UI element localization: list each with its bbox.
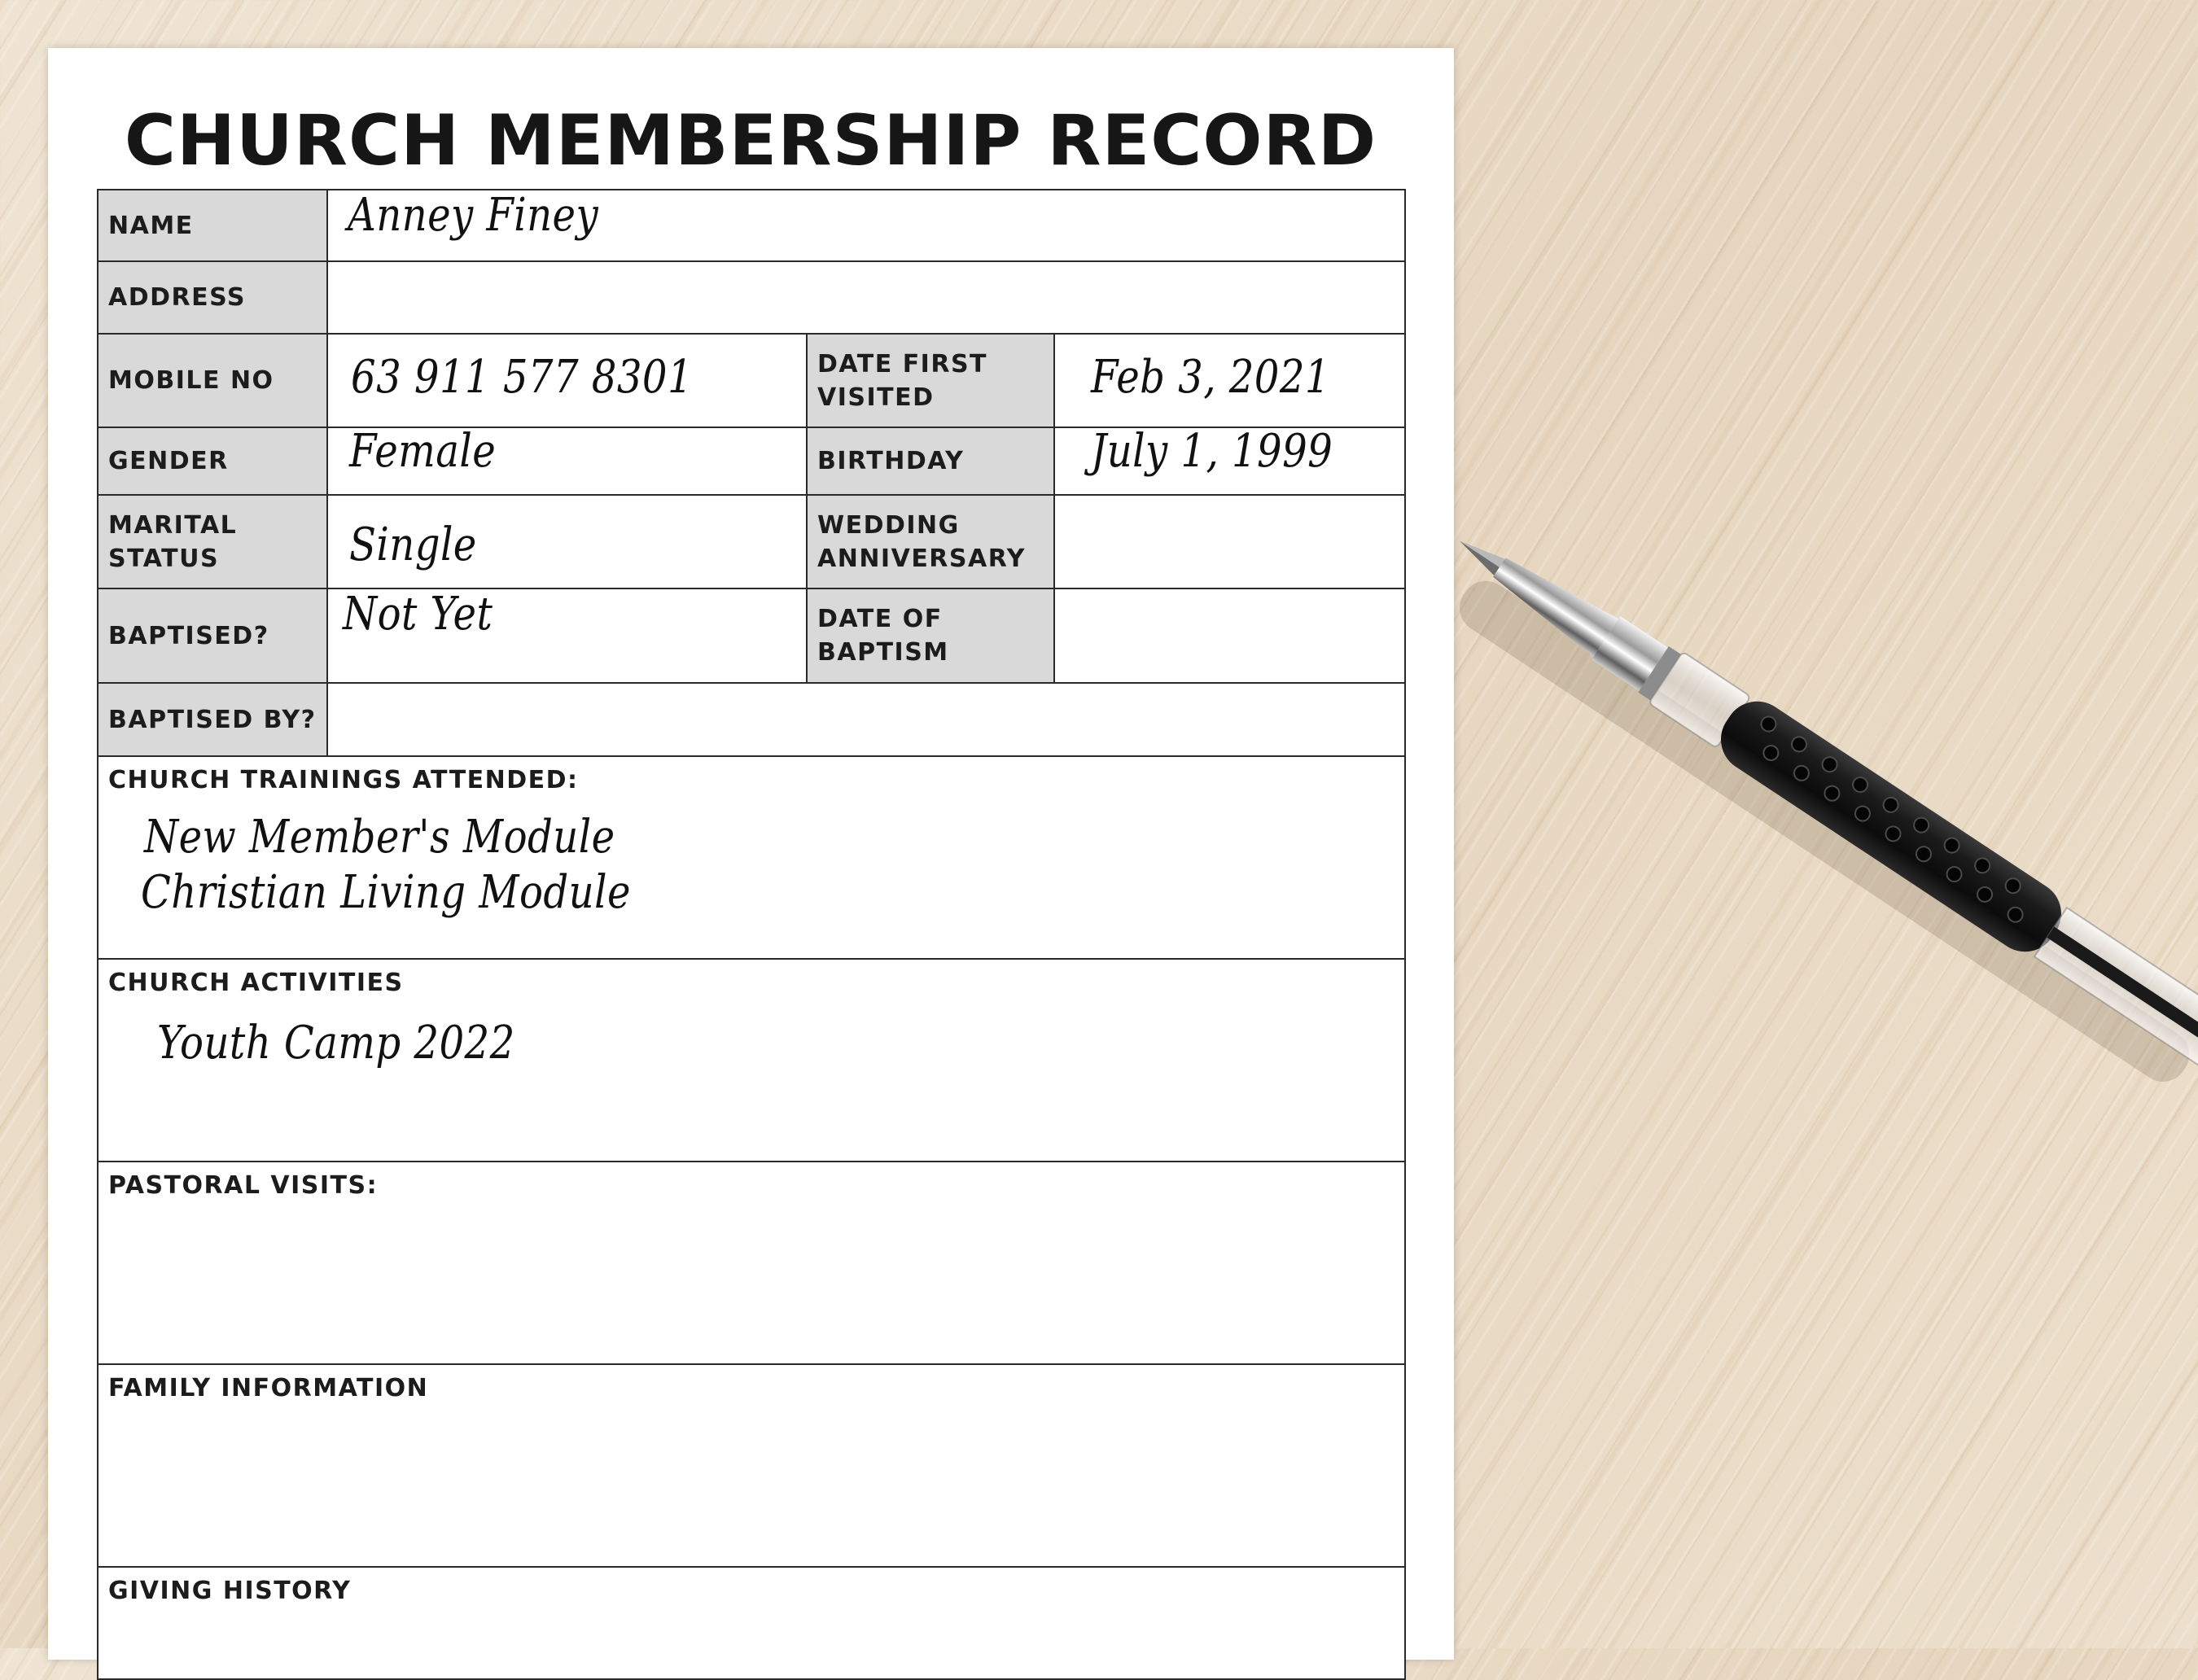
- giving-history-section[interactable]: [97, 1566, 1406, 1680]
- birthday-value: July 1, 1999: [1091, 425, 1333, 478]
- training-item: Christian Living Module: [141, 866, 631, 919]
- page-title: CHURCH MEMBERSHIP RECORD: [124, 100, 1377, 182]
- trainings-section[interactable]: [97, 755, 1406, 960]
- date-of-baptism-field[interactable]: [1053, 588, 1406, 684]
- date-of-baptism-label-cell: [806, 588, 1055, 684]
- name-value: Anney Finey: [348, 189, 599, 242]
- birthday-label: BIRTHDAY: [817, 447, 965, 475]
- activities-section[interactable]: [97, 958, 1406, 1162]
- baptised-by-label: BAPTISED BY?: [108, 705, 317, 734]
- birthday-label-cell: [806, 427, 1055, 496]
- date-first-visited-value: Feb 3, 2021: [1091, 351, 1330, 404]
- name-label: NAME: [108, 211, 194, 240]
- name-label-cell: [97, 189, 328, 262]
- baptised-label: BAPTISED?: [108, 621, 269, 650]
- mobile-field[interactable]: [326, 333, 808, 428]
- date-first-visited-label: DATE FIRST VISITED: [817, 349, 988, 412]
- gender-label-cell: [97, 427, 328, 496]
- pen-icon: [1457, 505, 2198, 1091]
- activity-item: Youth Camp 2022: [157, 1017, 515, 1070]
- gender-label: GENDER: [108, 447, 229, 475]
- activities-label: CHURCH ACTIVITIES: [108, 969, 404, 997]
- marital-status-label: MARITAL STATUS: [108, 510, 238, 573]
- marital-status-label-cell: [97, 494, 328, 589]
- gender-value: Female: [349, 425, 497, 478]
- address-label-cell: [97, 260, 328, 335]
- baptised-by-label-cell: [97, 682, 328, 757]
- pastoral-visits-section[interactable]: [97, 1161, 1406, 1365]
- mobile-value: 63 911 577 8301: [351, 351, 694, 404]
- gender-field[interactable]: [326, 427, 808, 496]
- trainings-label: CHURCH TRAININGS ATTENDED:: [108, 766, 579, 794]
- wedding-anniversary-label-cell: [806, 494, 1055, 589]
- address-field[interactable]: [326, 260, 1406, 335]
- mobile-label-cell: [97, 333, 328, 428]
- baptised-field[interactable]: [326, 588, 808, 684]
- wedding-anniversary-field[interactable]: [1053, 494, 1406, 589]
- birthday-field[interactable]: [1053, 427, 1406, 496]
- baptised-label-cell: [97, 588, 328, 684]
- family-information-section[interactable]: [97, 1363, 1406, 1568]
- mobile-label: MOBILE NO: [108, 366, 274, 395]
- date-of-baptism-label: DATE OF BAPTISM: [817, 605, 949, 667]
- training-item: New Member's Module: [144, 811, 615, 864]
- pastoral-visits-label: PASTORAL VISITS:: [108, 1171, 379, 1200]
- address-label: ADDRESS: [108, 283, 246, 312]
- marital-status-field[interactable]: [326, 494, 808, 589]
- marital-status-value: Single: [349, 518, 477, 571]
- wedding-anniversary-label: WEDDING ANNIVERSARY: [817, 510, 1026, 573]
- baptised-by-field[interactable]: [326, 682, 1406, 757]
- name-field[interactable]: [326, 189, 1406, 262]
- date-first-visited-field[interactable]: [1053, 333, 1406, 428]
- family-information-label: FAMILY INFORMATION: [108, 1374, 429, 1402]
- baptised-value: Not Yet: [343, 588, 493, 641]
- giving-history-label: GIVING HISTORY: [108, 1577, 352, 1605]
- date-first-visited-label-cell: [806, 333, 1055, 428]
